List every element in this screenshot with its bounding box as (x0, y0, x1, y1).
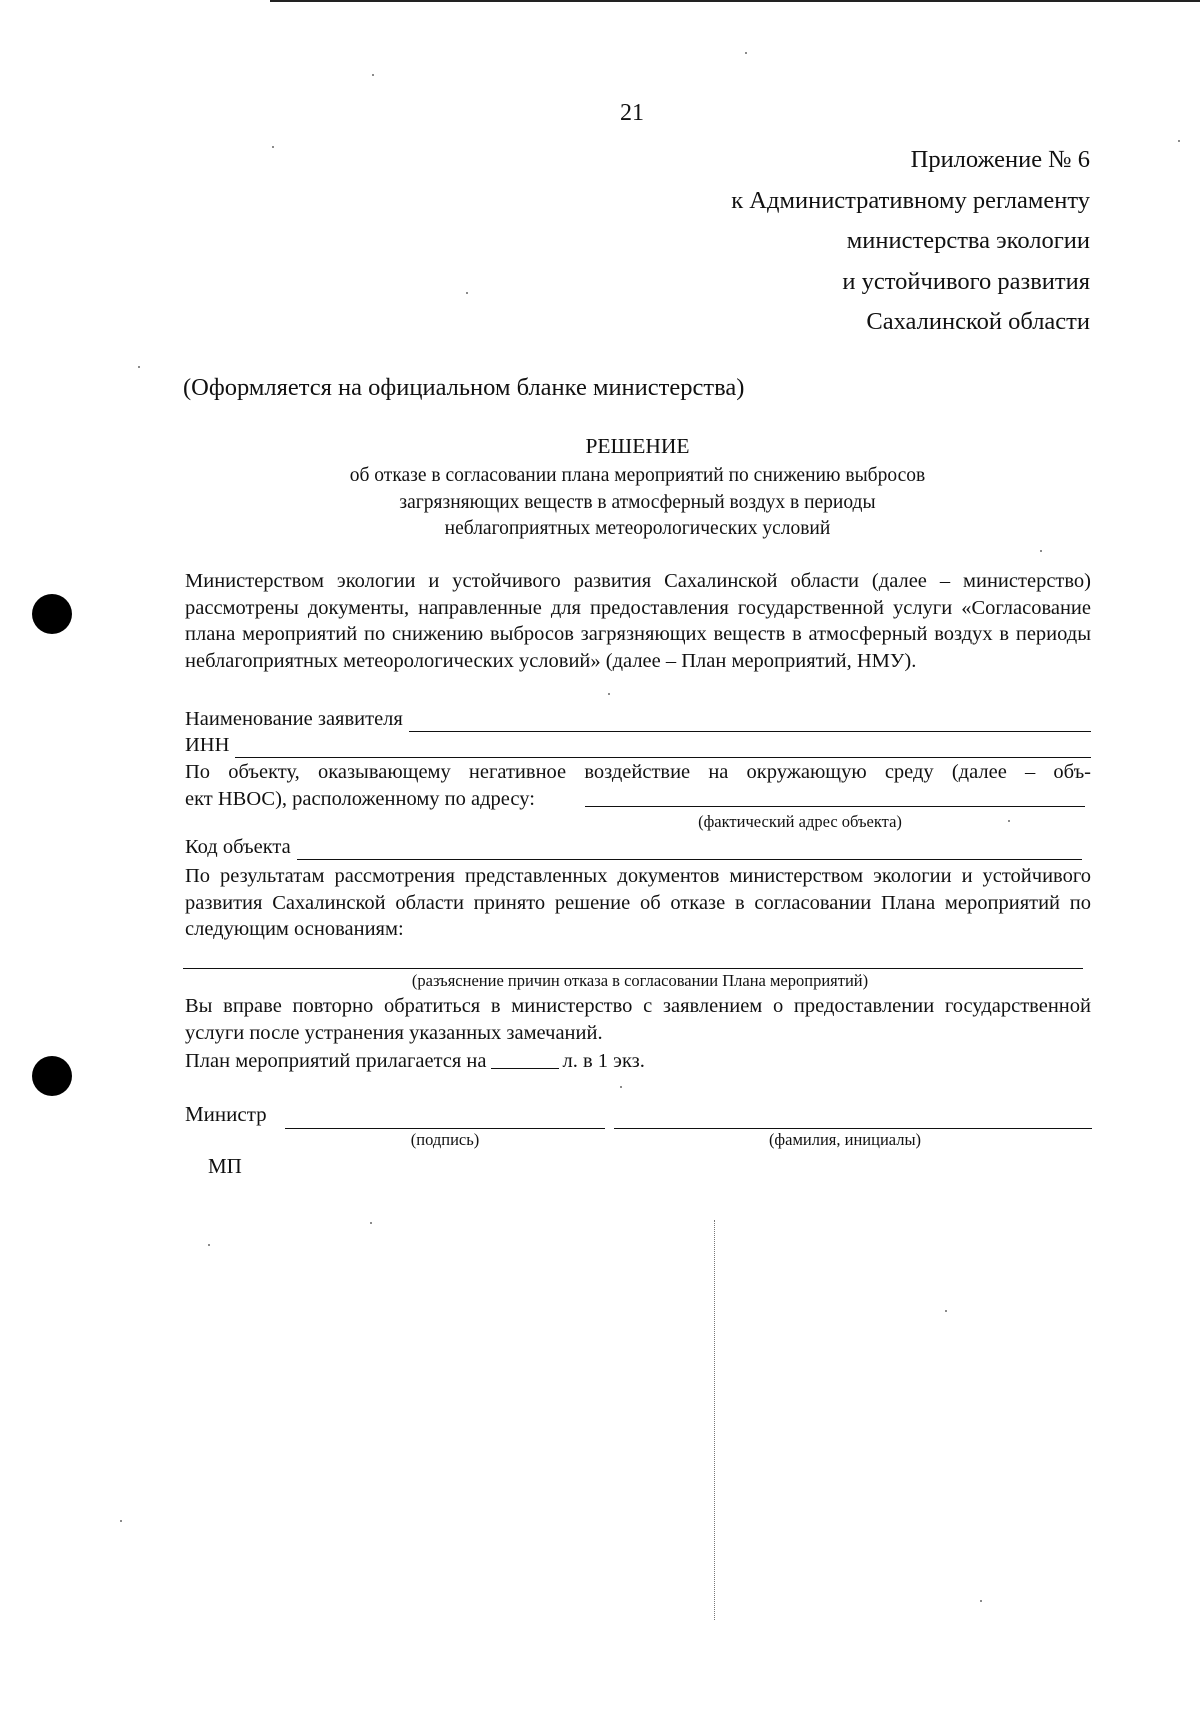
scan-speck (208, 1244, 210, 1246)
page-number: 21 (620, 100, 644, 126)
attachment-line (185, 1048, 645, 1074)
reason-blank (183, 948, 1083, 969)
scan-speck (945, 1310, 947, 1312)
document-title: РЕШЕНИЕ (585, 434, 690, 458)
signature-caption: (подпись) (410, 1130, 480, 1149)
scan-speck (138, 366, 140, 368)
scan-speck (980, 1600, 982, 1602)
appendix-line: министерства экологии (846, 227, 1090, 254)
top-border-line (270, 0, 1200, 2)
subtitle-line: неблагоприятных метеорологических условий (444, 518, 831, 539)
scan-speck (1008, 820, 1010, 822)
applicant-name-label: Наименование заявителя (185, 708, 403, 730)
scan-speck (1040, 550, 1042, 552)
subtitle-line: об отказе в согласовании плана мероприятий по снижению выбросов (349, 465, 926, 486)
scan-artifact-line (714, 1220, 716, 1620)
scan-speck (620, 1086, 622, 1088)
object-code-label: Код объекта (185, 836, 291, 858)
appendix-header (731, 140, 1090, 343)
attachment-text-end: л. в 1 экз. (562, 1050, 645, 1072)
seal-label: МП (208, 1154, 242, 1178)
scan-speck (1178, 140, 1180, 142)
intro-paragraph: Министерством экологии и устойчивого развития Сахалинской области (далее – министерство) рассмотрены документы, направленные для предоставления государственной услуги «Согласование плана мероприятий по снижению выбросов загрязняющих веществ в атмосферный воздух в периоды неблагоприятных метеорологических условий» (далее – План мероприятий, НМУ). (185, 570, 1091, 672)
reason-caption: (разъяснение причин отказа в согласовании Плана мероприятий) (411, 971, 869, 990)
object-paragraph-line: ект НВОС), расположенному по адресу: (185, 787, 535, 810)
appendix-line: и устойчивого развития (842, 267, 1090, 295)
appendix-line: Приложение № 6 (910, 146, 1090, 173)
minister-label: Министр (185, 1102, 267, 1126)
reapply-paragraph: Вы вправе повторно обратиться в министерство с заявлением о предоставлении государственной услуги после устранения указанных замечаний. (185, 995, 1091, 1044)
document-subtitle (0, 463, 1200, 543)
scan-speck (370, 1222, 372, 1224)
punch-hole-icon (32, 594, 72, 634)
inn-blank (235, 737, 1091, 758)
appendix-line: к Административному регламенту (731, 186, 1090, 214)
object-code-blank (297, 839, 1082, 860)
scan-speck (608, 693, 610, 695)
applicant-name-field (185, 706, 1091, 732)
inn-label: ИНН (185, 734, 230, 756)
signature-blank (285, 1108, 605, 1129)
decision-paragraph: По результатам рассмотрения представленных документов министерством экологии и устойчивого развития Сахалинской области принято решение об отказе в согласовании Плана мероприятий по следующим основаниям: (185, 865, 1091, 940)
appendix-line: Сахалинской области (866, 308, 1090, 335)
attachment-text: План мероприятий прилагается на (185, 1050, 487, 1072)
scan-speck (372, 74, 374, 76)
object-code-field (185, 834, 1082, 860)
official-blank-note: (Оформляется на официальном бланке министерства) (183, 374, 745, 401)
scan-speck (745, 52, 747, 54)
fio-caption: (фамилия, инициалы) (768, 1130, 922, 1149)
scan-speck (272, 146, 274, 148)
address-caption: (фактический адрес объекта) (698, 812, 902, 831)
fio-blank (614, 1108, 1092, 1129)
scan-speck (466, 292, 468, 294)
sheet-count-blank (491, 1050, 559, 1069)
subtitle-line: загрязняющих веществ в атмосферный воздух в периоды (399, 491, 876, 513)
inn-field (185, 732, 1091, 758)
address-blank (585, 786, 1085, 807)
object-paragraph-line: По объекту, оказывающему негативное воздействие на окружающую среду (далее – объ- (185, 761, 1091, 783)
applicant-name-blank (409, 711, 1091, 732)
scan-speck (120, 1520, 122, 1522)
punch-hole-icon (32, 1056, 72, 1096)
